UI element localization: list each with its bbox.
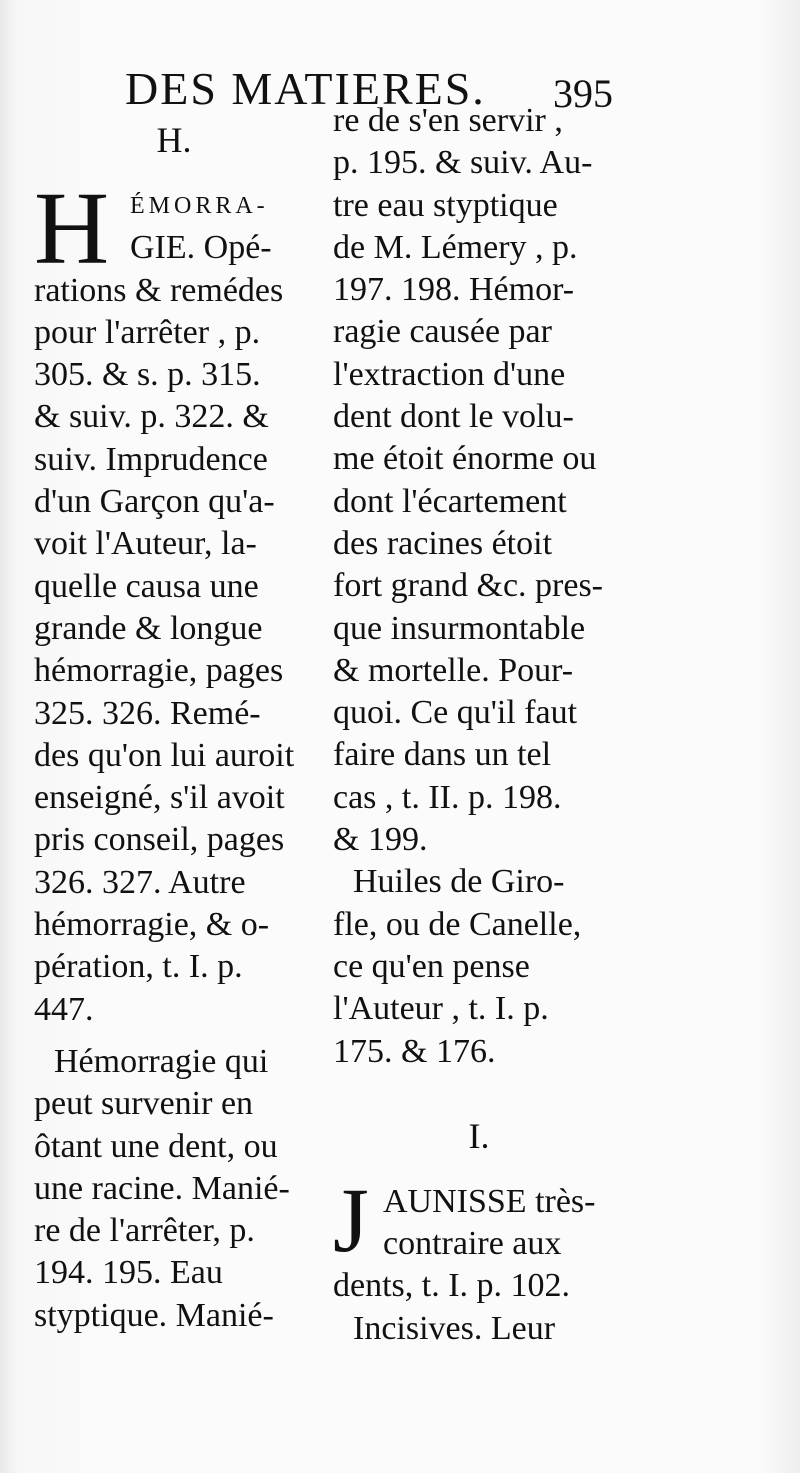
text-line: tre eau styptique <box>333 186 558 224</box>
text-line: contraire aux <box>383 1225 562 1263</box>
text-line: cas , t. II. p. 198. <box>333 778 562 816</box>
text-line: 175. & 176. <box>333 1032 496 1070</box>
text-line: l'Auteur , t. I. p. <box>333 990 549 1028</box>
text-line: faire dans un tel <box>333 736 552 774</box>
text-line: d'un Garçon qu'a- <box>34 483 275 521</box>
text-line: hémorragie, & o- <box>34 906 270 944</box>
section-letter-h: H. <box>156 120 192 160</box>
text-line: AUNISSE très- <box>383 1182 596 1220</box>
running-title: DES MATIERES. <box>125 63 486 114</box>
text-line: des qu'on lui auroit <box>34 736 295 774</box>
text-line: dont l'écartement <box>333 482 567 520</box>
text-line: de M. Lémery , p. <box>333 228 578 266</box>
text-line: fle, ou de Canelle, <box>333 905 582 943</box>
text-line: 447. <box>34 990 94 1028</box>
section-letter-i: I. <box>468 1115 490 1156</box>
text-line: re de l'arrêter, p. <box>34 1212 255 1250</box>
text-line: suiv. Imprudence <box>34 440 268 478</box>
text-line: GIE. Opé- <box>130 229 272 267</box>
text-line: quelle causa une <box>34 567 259 605</box>
entry-jaunisse <box>333 1168 625 1350</box>
text-line: dents, t. I. p. 102. <box>333 1267 571 1305</box>
text-line: pris conseil, pages <box>34 821 285 859</box>
text-line: 197. 198. Hémor- <box>333 271 575 309</box>
text-line: 325. 326. Remé- <box>34 694 261 732</box>
text-line: re de s'en servir , <box>333 102 563 139</box>
text-line: p. 195. & suiv. Au- <box>333 144 593 182</box>
text-line: quoi. Ce qu'il faut <box>333 694 578 732</box>
text-line: fort grand &c. pres- <box>333 567 604 605</box>
text-line: 326. 327. Autre <box>34 863 246 901</box>
text-line: enseigné, s'il avoit <box>34 779 285 817</box>
text-line: dent dont le volu- <box>333 398 574 436</box>
text-line: des racines étoit <box>333 524 553 562</box>
text-line: 305. & s. p. 315. <box>34 356 261 394</box>
text-line: voit l'Auteur, la- <box>34 525 257 563</box>
text-line: ôtant une dent, ou <box>34 1127 278 1165</box>
text-line: & mortelle. Pour- <box>333 651 574 689</box>
text-line: & 199. <box>333 821 428 859</box>
right-column <box>333 100 625 1350</box>
text-line: ragie causée par <box>333 313 552 351</box>
text-line: 194. 195. Eau <box>34 1254 223 1292</box>
text-line: Hémorragie qui <box>54 1042 269 1080</box>
drop-cap-h: H <box>34 171 110 286</box>
text-line: grande & longue <box>34 609 263 647</box>
entry-hemorragie <box>34 171 314 1031</box>
text-line: peut survenir en <box>34 1085 254 1123</box>
text-line: ce qu'en pense <box>333 947 530 985</box>
text-line: styptique. Manié- <box>34 1296 274 1334</box>
text-line: que insurmontable <box>333 609 586 647</box>
text-line: pour l'arrêter , p. <box>34 313 261 351</box>
text-line: ÉMORRA- <box>130 193 269 219</box>
page-number: 395 <box>553 71 613 116</box>
entry-hemorragie-dent <box>34 1041 314 1337</box>
left-column <box>34 115 314 1337</box>
text-line: & suiv. p. 322. & <box>34 398 269 436</box>
text-line: rations & remédes <box>34 271 284 309</box>
text-line: l'extraction d'une <box>333 355 566 393</box>
text-line: me étoit énorme ou <box>333 440 597 478</box>
text-line: hémorragie, pages <box>34 652 284 690</box>
text-line: pération, t. I. p. <box>34 948 243 986</box>
text-line: Incisives. Leur <box>353 1309 556 1347</box>
drop-cap-j: J <box>333 1168 369 1271</box>
text-line: Huiles de Giro- <box>353 863 565 901</box>
text-line: une racine. Manié- <box>34 1169 290 1207</box>
